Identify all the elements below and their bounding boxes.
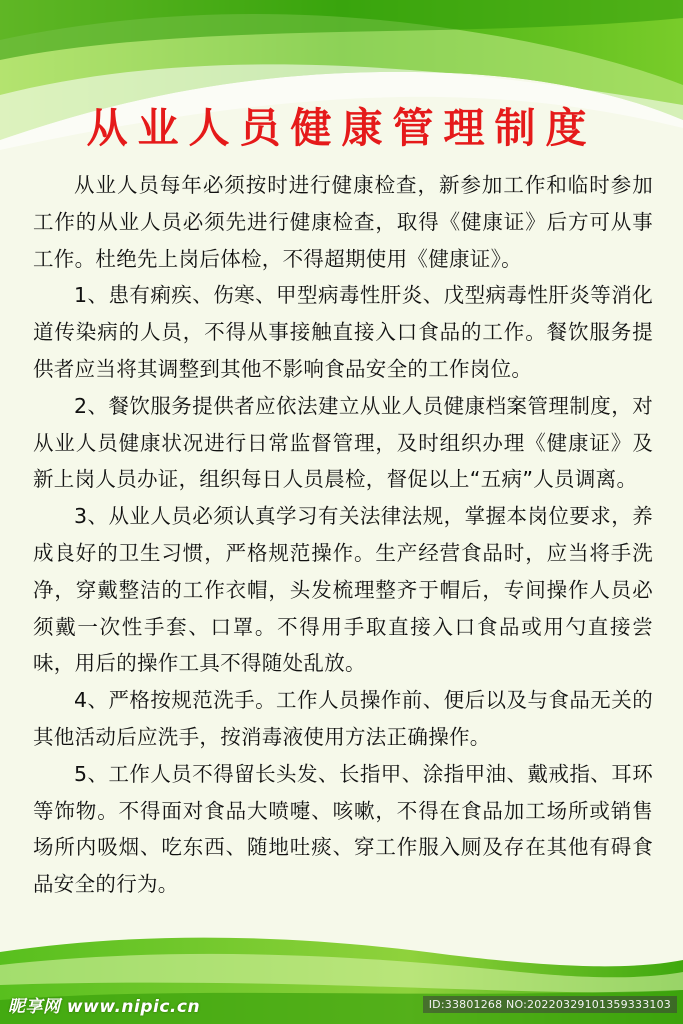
regulation-body [33,167,653,903]
site-watermark: 昵享网 www.nipic.cn [8,997,201,1017]
rule-1-paragraph: 1、患有痢疾、伤寒、甲型病毒性肝炎、戊型病毒性肝炎等消化道传染病的人员，不得从事接触直接入口食品的工作。餐饮服务提供者应当将其调整到其他不影响食品安全的工作岗位。 [33,283,653,381]
intro-paragraph: 从业人员每年必须按时进行健康检查，新参加工作和临时参加工作的从业人员必须先进行健康检查，取得《健康证》后方可从事工作。杜绝先上岗后体检，不得超期使用《健康证》。 [33,173,653,271]
rule-4-paragraph: 4、严格按规范洗手。工作人员操作前、便后以及与食品无关的其他活动后应洗手，按消毒液使用方法正确操作。 [33,688,653,749]
rule-3-paragraph: 3、从业人员必须认真学习有关法律法规，掌握本岗位要求，养成良好的卫生习惯，严格规范操作。生产经营食品时，应当将手洗净，穿戴整洁的工作衣帽，头发梳理整齐于帽后，专间操作人员必须戴一次性手套、口罩。不得用手取直接入口食品或用勺直接尝味，用后的操作工具不得随处乱放。 [33,504,653,676]
page-title: 从业人员健康管理制度 [86,104,597,152]
rule-2-paragraph: 2、餐饮服务提供者应依法建立从业人员健康档案管理制度，对从业人员健康状况进行日常监督管理，及时组织办理《健康证》及新上岗人员办证，组织每日人员晨检，督促以上“五病”人员调离。 [33,393,653,492]
rule-5-paragraph: 5、工作人员不得留长头发、长指甲、涂指甲油、戴戒指、耳环等饰物。不得面对食品大喷嚏、咳嗽，不得在食品加工场所或销售场所内吸烟、吃东西、随地吐痰、穿工作服入厕及存在其他有碍食品安全的行为。 [33,761,653,897]
image-id-watermark: ID:33801268 NO:20220329101359333103 [423,996,677,1013]
